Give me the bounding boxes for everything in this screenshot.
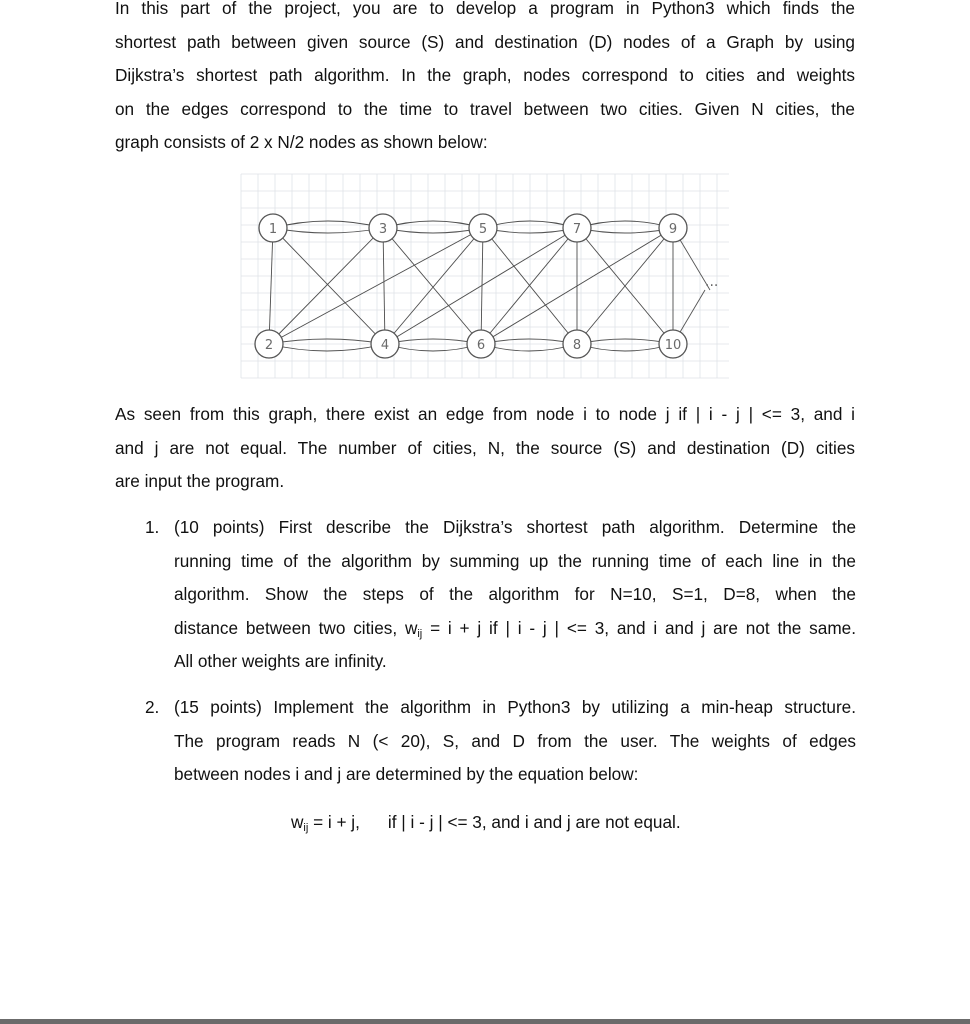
- list-number: 1.: [145, 517, 160, 537]
- node-label: 2: [264, 338, 274, 353]
- text-fragment: distance between two cities, w: [174, 617, 418, 638]
- formula-variable: w: [291, 812, 304, 832]
- text-line: and j are not equal. The number of cities, N, the source (S) and destination (D) cities: [115, 437, 855, 458]
- node-label: 8: [572, 338, 582, 353]
- node-label: 5: [478, 222, 488, 237]
- text-line: In this part of the project, you are to develop a program in Python3 which finds the: [115, 0, 855, 18]
- description-paragraph: [115, 398, 855, 499]
- text-line: running time of the algorithm by summing up the running time of each line in the: [174, 550, 856, 571]
- node-label: 3: [378, 222, 388, 237]
- text-line: algorithm. Show the steps of the algorithm for N=10, S=1, D=8, when the: [174, 584, 856, 605]
- graph-node: [255, 330, 283, 358]
- node-label: 10: [664, 338, 682, 353]
- text-line: All other weights are infinity.: [174, 651, 387, 672]
- list-item-body: [174, 511, 856, 679]
- node-label: 1: [268, 222, 278, 237]
- weight-definition-line: [174, 612, 856, 646]
- formula-condition: if | i - j | <= 3, and i and j are not equal.: [387, 812, 681, 832]
- text-line: shortest path between given source (S) and destination (D) nodes of a Graph by using: [115, 31, 855, 52]
- node-label: 4: [380, 338, 390, 353]
- graph-edge: [269, 344, 385, 351]
- graph-node: [563, 330, 591, 358]
- text-fragment: = i + j if | i - j | <= 3, and i and j are not the same.: [422, 617, 856, 638]
- text-line: (15 points) Implement the algorithm in Python3 by utilizing a min-heap structure.: [174, 697, 856, 717]
- bottom-border: [0, 1019, 970, 1024]
- text-line: The program reads N (< 20), S, and D from the user. The weights of edges: [174, 730, 856, 751]
- graph-edge: [269, 339, 385, 344]
- graph-node: [469, 214, 497, 242]
- graph-nodes: [255, 214, 687, 358]
- formula-expression: = i + j,: [308, 812, 360, 832]
- graph-node: [659, 330, 687, 358]
- graph-node: [563, 214, 591, 242]
- graph-edge: [273, 228, 383, 233]
- graph-edge: [383, 228, 483, 233]
- text-line: are input the program.: [115, 471, 285, 492]
- node-label: 7: [572, 222, 582, 237]
- text-line: As seen from this graph, there exist an edge from node i to node j if | i - j | <= 3, and i: [115, 404, 855, 424]
- intro-paragraph: [115, 0, 855, 160]
- node-label: 9: [668, 222, 678, 237]
- subscript: ij: [303, 822, 309, 834]
- graph-node: [467, 330, 495, 358]
- graph-sketch: [235, 170, 735, 382]
- graph-edge: [383, 221, 483, 228]
- node-label: 6: [476, 338, 486, 353]
- text-line: Dijkstra’s shortest path algorithm. In the graph, nodes correspond to cities and weights: [115, 65, 855, 86]
- graph-node: [659, 214, 687, 242]
- text-line: on the edges correspond to the time to travel between two cities. Given N cities, the: [115, 98, 855, 119]
- graph-edge: [273, 221, 383, 228]
- graph-node: [369, 214, 397, 242]
- graph-node: [259, 214, 287, 242]
- text-line: between nodes i and j are determined by the equation below:: [174, 764, 639, 785]
- text-line: (10 points) First describe the Dijkstra’s shortest path algorithm. Determine the: [174, 517, 856, 537]
- subscript: ij: [417, 627, 423, 640]
- text-line: graph consists of 2 x N/2 nodes as shown below:: [115, 132, 488, 153]
- list-item-body: [174, 691, 856, 792]
- list-number: 2.: [145, 697, 160, 717]
- graph-node: [371, 330, 399, 358]
- continuation-dots: ...: [705, 274, 719, 290]
- weight-formula: [291, 806, 681, 840]
